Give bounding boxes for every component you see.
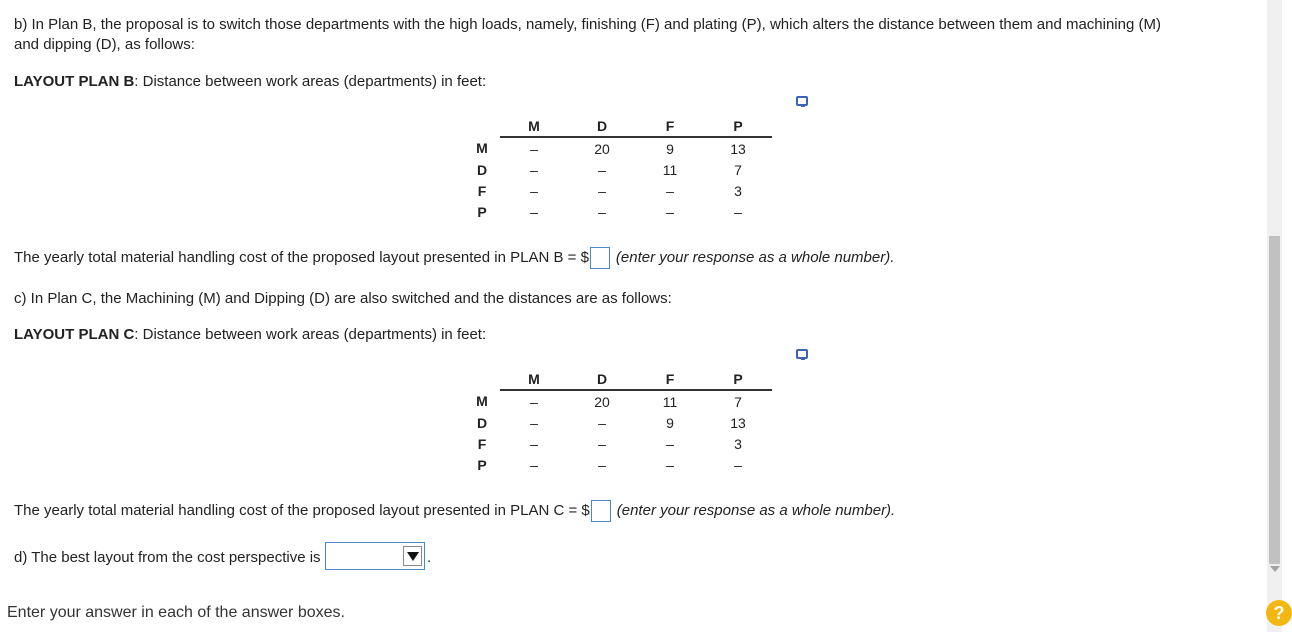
table-cell: – xyxy=(666,203,674,220)
plan-c-distance-table xyxy=(464,369,772,475)
table-cell: – xyxy=(530,182,538,199)
row-header: F xyxy=(477,182,487,199)
column-header: D xyxy=(568,369,636,390)
row-header: M xyxy=(476,393,488,409)
plan-c-cost-input[interactable] xyxy=(591,500,611,522)
table-row xyxy=(464,159,772,180)
table-row xyxy=(464,137,772,159)
table-cell: – xyxy=(666,456,674,473)
row-header: P xyxy=(477,203,487,220)
scroll-down-arrow-icon[interactable] xyxy=(1270,566,1280,572)
table-row xyxy=(464,390,772,412)
table-cell: – xyxy=(666,435,674,452)
table-row xyxy=(464,201,772,222)
layout-plan-c-title: LAYOUT PLAN C: Distance between work areas (departments) in feet: xyxy=(14,326,487,343)
dropdown-arrow-icon[interactable] xyxy=(403,546,422,566)
help-icon[interactable]: ? xyxy=(1266,600,1292,626)
table-cell: – xyxy=(530,161,538,178)
table-corner xyxy=(464,116,500,137)
table-cell: – xyxy=(530,393,538,410)
answer-instruction: Enter your answer in each of the answer boxes. xyxy=(7,604,345,621)
table-row xyxy=(464,433,772,454)
row-header: D xyxy=(476,414,488,431)
best-layout-question: d) The best layout from the cost perspective is xyxy=(14,549,321,566)
column-header: F xyxy=(636,116,704,137)
table-cell: 13 xyxy=(730,414,746,431)
table-row xyxy=(464,454,772,475)
table-cell: – xyxy=(530,203,538,220)
row-header: D xyxy=(476,161,488,178)
table-cell: 11 xyxy=(662,161,678,178)
part-c-intro: c) In Plan C, the Machining (M) and Dipping (D) are also switched and the distances are as follows: xyxy=(14,290,672,307)
copy-table-icon[interactable] xyxy=(796,96,808,106)
table-cell: – xyxy=(598,203,606,220)
table-cell: – xyxy=(598,161,606,178)
row-header: F xyxy=(477,435,487,452)
plan-b-cost-question: The yearly total material handling cost of the proposed layout presented in PLAN B = $ (enter your response as a whole number). xyxy=(14,246,1264,270)
table-cell: 9 xyxy=(666,414,674,431)
column-header: M xyxy=(500,116,568,137)
table-cell: 3 xyxy=(734,182,742,199)
table-cell: 20 xyxy=(594,140,610,157)
table-cell: 20 xyxy=(594,393,610,410)
column-header: M xyxy=(500,369,568,390)
row-header: M xyxy=(476,140,488,156)
part-b-intro: b) In Plan B, the proposal is to switch those departments with the high loads, namely, finishing (F) and plating (P), which alters the distance between them and machining (M) and dipping (D), as follows: xyxy=(14,16,1161,53)
table-cell: – xyxy=(734,203,742,220)
column-header: P xyxy=(704,116,772,137)
plan-b-cost-input[interactable] xyxy=(590,247,610,269)
table-cell: – xyxy=(734,456,742,473)
table-row xyxy=(464,412,772,433)
table-cell: – xyxy=(530,414,538,431)
best-layout-select[interactable] xyxy=(325,542,425,570)
table-cell: – xyxy=(530,435,538,452)
table-cell: – xyxy=(530,456,538,473)
table-cell: 7 xyxy=(734,393,742,410)
scrollbar-thumb[interactable] xyxy=(1269,236,1280,564)
table-cell: 13 xyxy=(730,140,746,157)
column-header: F xyxy=(636,369,704,390)
table-cell: – xyxy=(598,456,606,473)
table-cell: – xyxy=(598,182,606,199)
copy-table-icon[interactable] xyxy=(796,349,808,359)
plan-b-distance-table xyxy=(464,116,772,222)
plan-c-cost-question: The yearly total material handling cost of the proposed layout presented in PLAN C = $ (enter your response as a whole number). xyxy=(14,499,1264,523)
table-cell: 11 xyxy=(662,393,678,410)
table-cell: 3 xyxy=(734,435,742,452)
layout-plan-b-title: LAYOUT PLAN B: Distance between work areas (departments) in feet: xyxy=(14,73,487,90)
table-corner xyxy=(464,369,500,390)
table-cell: – xyxy=(598,414,606,431)
table-cell: 7 xyxy=(734,161,742,178)
trailing-period: . xyxy=(427,549,432,566)
table-row xyxy=(464,180,772,201)
table-cell: – xyxy=(530,140,538,157)
table-cell: – xyxy=(598,435,606,452)
column-header: P xyxy=(704,369,772,390)
table-cell: – xyxy=(666,182,674,199)
row-header: P xyxy=(477,456,487,473)
table-cell: 9 xyxy=(666,140,674,157)
column-header: D xyxy=(568,116,636,137)
